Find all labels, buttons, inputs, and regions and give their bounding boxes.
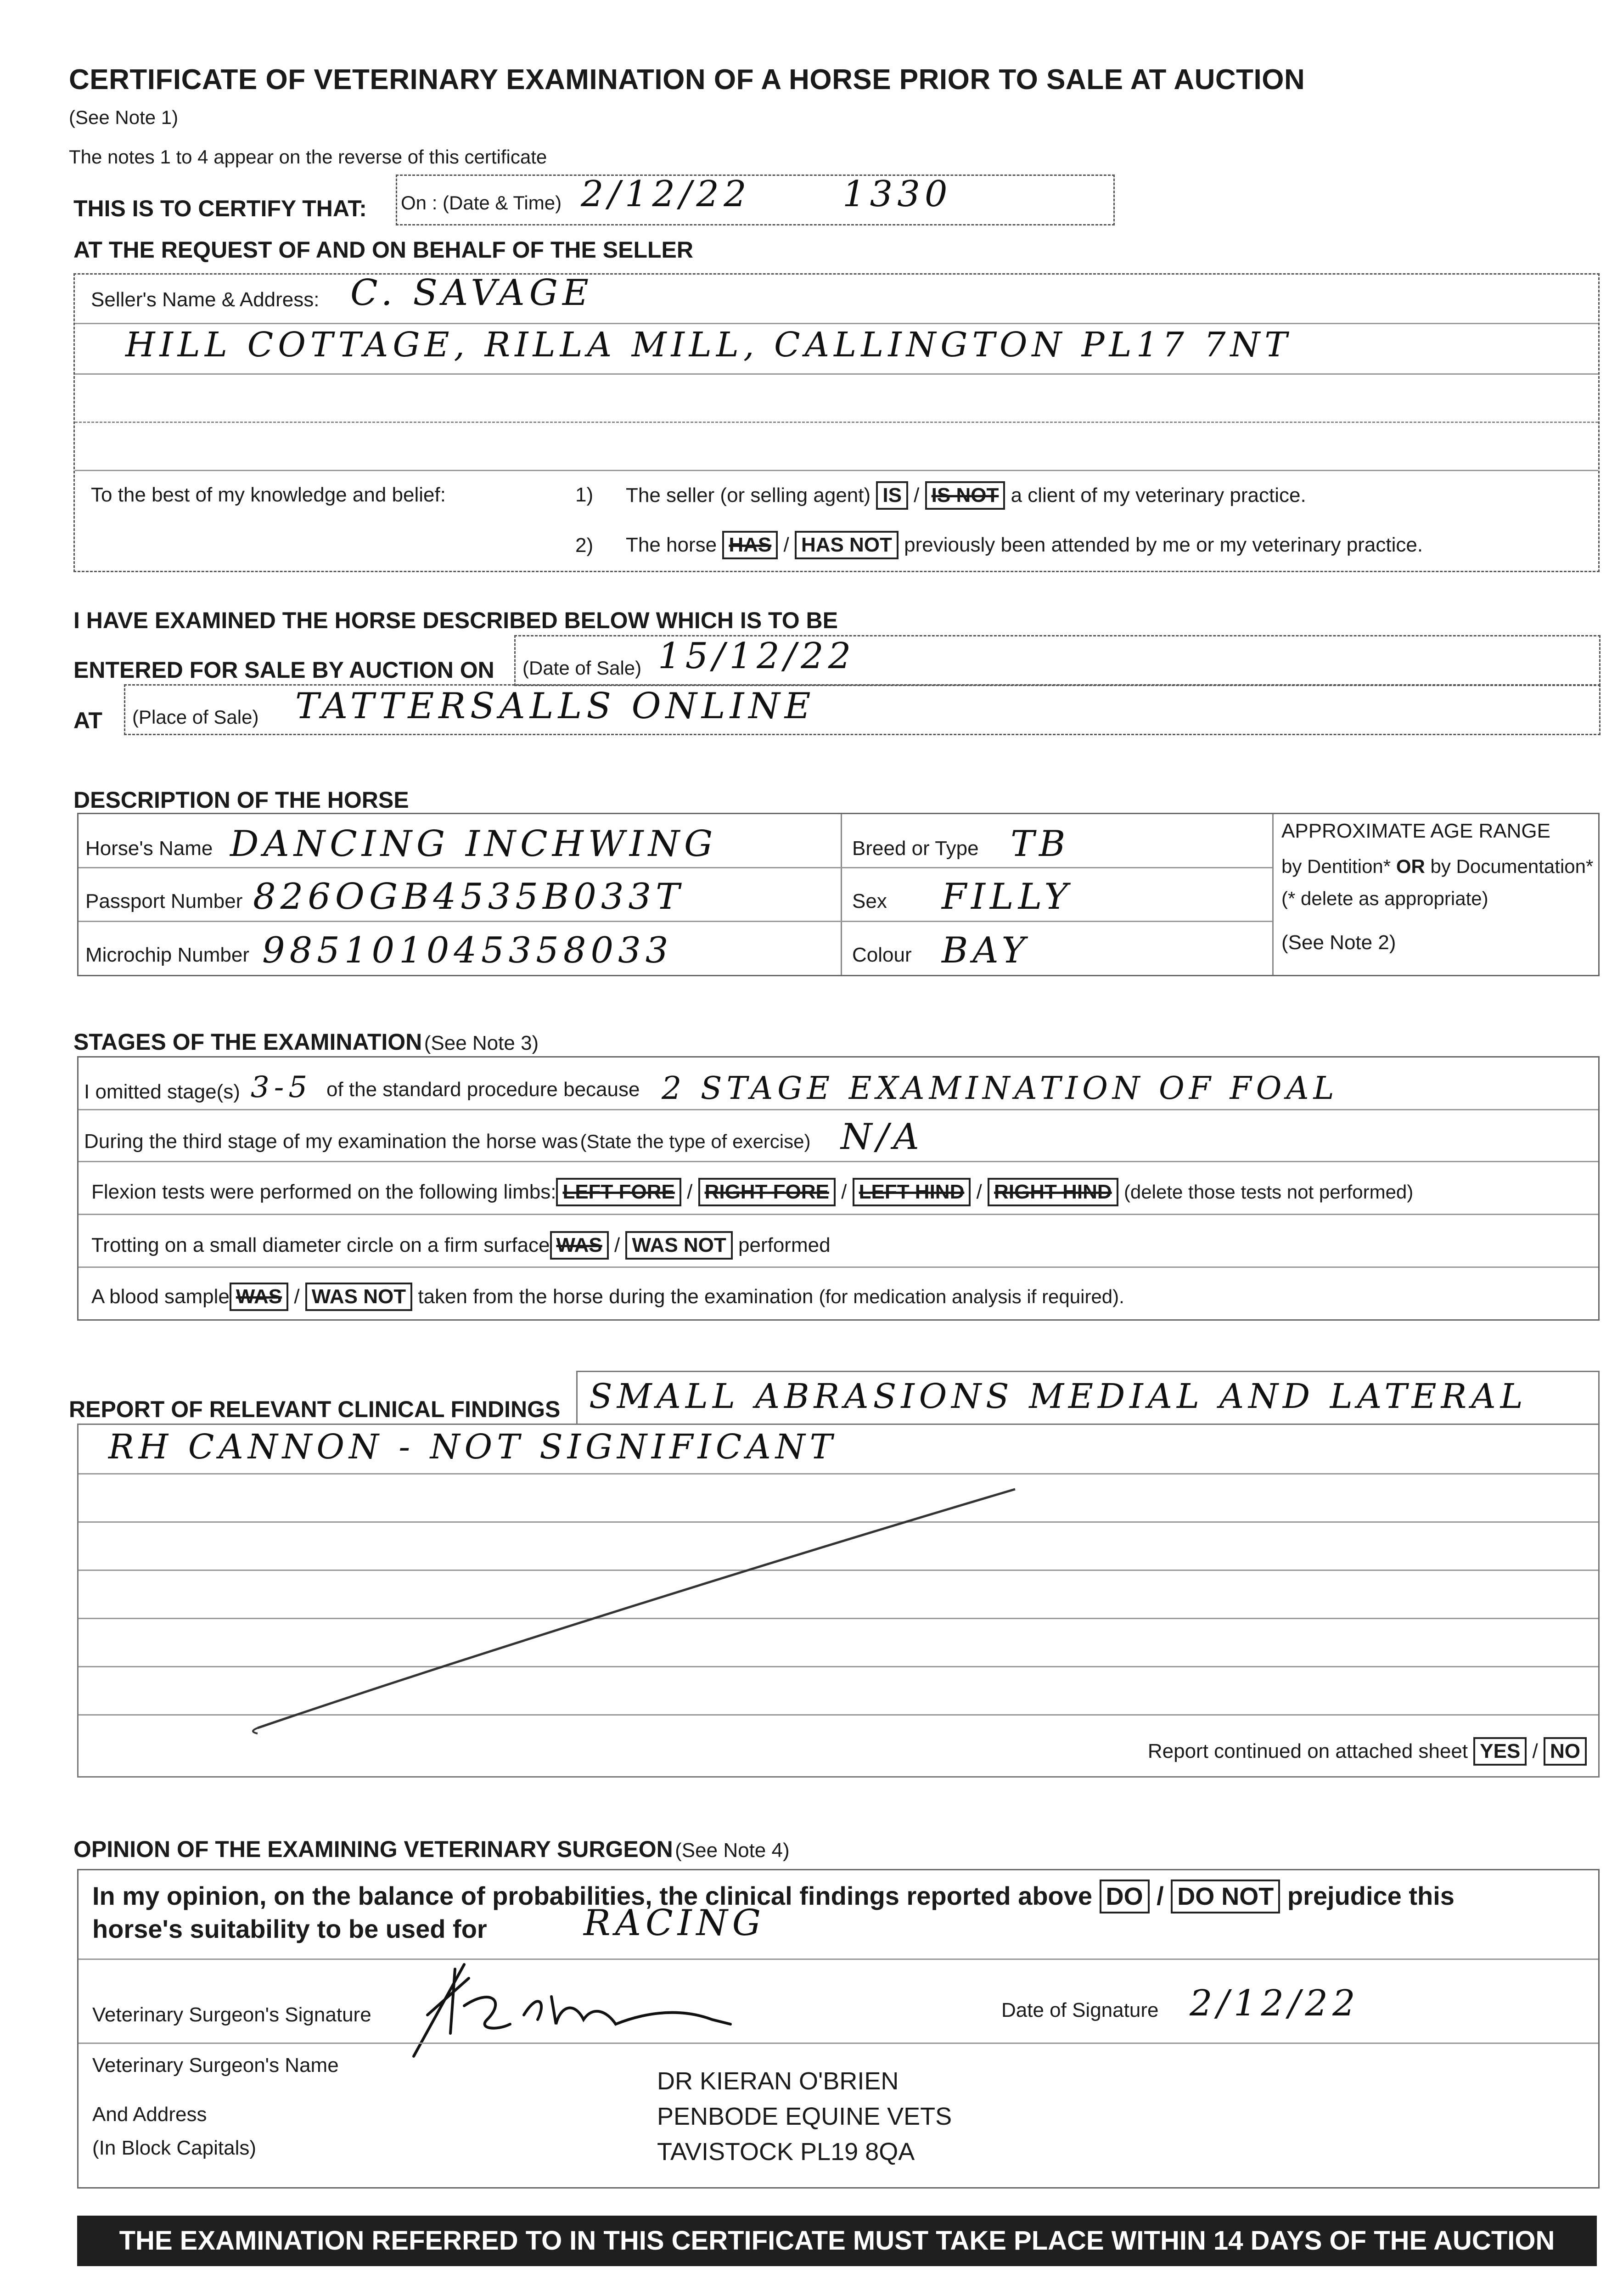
certify-time-value: 1330 bbox=[842, 174, 952, 215]
description-table bbox=[77, 813, 1600, 976]
vet-practice-value[interactable]: PENBODE EQUINE VETS bbox=[657, 2103, 952, 2130]
findings-first-line-box bbox=[576, 1371, 1600, 1425]
see-note-1: (See Note 1) bbox=[69, 107, 179, 128]
sale-date-value: 15/12/22 bbox=[658, 636, 856, 677]
on-date-time-label: On : (Date & Time) bbox=[401, 192, 562, 214]
sale-place-value: TATTERSALLS ONLINE bbox=[295, 686, 815, 727]
divider bbox=[75, 422, 1598, 423]
footer-banner: THE EXAMINATION REFERRED TO IN THIS CERTIFICATE MUST TAKE PLACE WITHIN 14 DAYS OF THE AUCTION bbox=[77, 2216, 1597, 2266]
omitted-stages-label: I omitted stage(s) bbox=[84, 1080, 240, 1103]
blood-was-option[interactable]: WAS bbox=[230, 1283, 288, 1311]
vet-name-value[interactable]: DR KIERAN O'BRIEN bbox=[657, 2067, 899, 2095]
vet-address-label: And Address bbox=[92, 2103, 207, 2126]
findings-line-2: RH CANNON - NOT SIGNIFICANT bbox=[108, 1427, 837, 1467]
seller-address-value[interactable]: HILL COTTAGE, RILLA MILL, CALLINGTON PL17 7NT bbox=[125, 325, 1292, 365]
blood-note: (for medication analysis if required). bbox=[819, 1286, 1124, 1307]
q1-is-not-option[interactable]: IS NOT bbox=[925, 481, 1005, 510]
trot-suffix: performed bbox=[738, 1234, 831, 1256]
knowledge-label: To the best of my knowledge and belief: bbox=[91, 484, 446, 506]
findings-area[interactable] bbox=[77, 1424, 1600, 1778]
q1-number: 1) bbox=[575, 484, 594, 506]
blood-was-not-option[interactable]: WAS NOT bbox=[305, 1283, 412, 1311]
third-stage-note: (State the type of exercise) bbox=[580, 1131, 811, 1152]
seller-section bbox=[73, 273, 1600, 572]
trot-was-option[interactable]: WAS bbox=[550, 1231, 609, 1260]
q1-is-option[interactable]: IS bbox=[876, 481, 908, 510]
flexion-note: (delete those tests not performed) bbox=[1123, 1181, 1414, 1203]
age-see-note: (See Note 2) bbox=[1281, 931, 1396, 954]
omitted-reason-label: of the standard procedure because bbox=[326, 1078, 640, 1101]
opinion-statement-line-1: In my opinion, on the balance of probabilities, the clinical findings reported above DO / DO NOT prejudice this bbox=[92, 1880, 1455, 1913]
age-delete-note: (* delete as appropriate) bbox=[1281, 888, 1488, 909]
trot-label: Trotting on a small diameter circle on a firm surface bbox=[91, 1234, 550, 1256]
notes-line: The notes 1 to 4 appear on the reverse of this certificate bbox=[69, 146, 547, 168]
passport-value[interactable]: 826OGB4535B033T bbox=[253, 876, 685, 917]
horse-name-label: Horse's Name bbox=[85, 837, 213, 860]
date-of-sale-label: (Date of Sale) bbox=[522, 657, 642, 679]
opinion-heading: OPINION OF THE EXAMINING VETERINARY SURGEON bbox=[73, 1836, 673, 1862]
divider bbox=[79, 1214, 1598, 1215]
continued-yes-option[interactable]: YES bbox=[1473, 1737, 1527, 1766]
report-continued-row: Report continued on attached sheet YES / NO bbox=[1148, 1737, 1587, 1766]
q1-row: The seller (or selling agent) IS / IS NOT a client of my veterinary practice. bbox=[626, 481, 1306, 510]
seller-name-label: Seller's Name & Address: bbox=[91, 288, 320, 311]
divider bbox=[1272, 814, 1274, 975]
date-of-signature-value[interactable]: 2/12/22 bbox=[1190, 1983, 1360, 2024]
certify-datetime-field[interactable] bbox=[396, 174, 1115, 225]
findings-line-1[interactable]: SMALL ABRASIONS MEDIAL AND LATERAL bbox=[589, 1377, 1528, 1416]
opinion-see-note: (See Note 4) bbox=[675, 1839, 790, 1862]
q1-text: The seller (or selling agent) bbox=[626, 484, 871, 506]
colour-value[interactable]: BAY bbox=[942, 930, 1030, 971]
flexion-right-fore[interactable]: RIGHT FORE bbox=[698, 1178, 836, 1206]
divider bbox=[79, 1109, 1598, 1110]
findings-strike-line bbox=[79, 1425, 1598, 1776]
trot-was-not-option[interactable]: WAS NOT bbox=[625, 1231, 732, 1260]
examined-label: I HAVE EXAMINED THE HORSE DESCRIBED BELOW WHICH IS TO BE bbox=[73, 608, 838, 633]
sale-place-field[interactable] bbox=[124, 684, 1601, 735]
vet-town-value[interactable]: TAVISTOCK PL19 8QA bbox=[657, 2138, 915, 2166]
age-range-title: APPROXIMATE AGE RANGE bbox=[1281, 820, 1550, 842]
continued-no-option[interactable]: NO bbox=[1544, 1737, 1587, 1766]
sale-date-field[interactable] bbox=[514, 635, 1601, 686]
sex-label: Sex bbox=[852, 890, 887, 912]
flexion-row: Flexion tests were performed on the following limbs: LEFT FORE / RIGHT FORE / LEFT HIND / RIGHT HIND (delete those tests not performed) bbox=[91, 1178, 1413, 1206]
passport-label: Passport Number bbox=[85, 890, 243, 912]
vet-name-label: Veterinary Surgeon's Name bbox=[92, 2054, 339, 2077]
third-stage-row bbox=[84, 1130, 810, 1153]
opinion-box bbox=[77, 1869, 1600, 2189]
request-label: AT THE REQUEST OF AND ON BEHALF OF THE SELLER bbox=[73, 237, 693, 263]
q2-text: The horse bbox=[626, 534, 717, 556]
sex-value[interactable]: FILLY bbox=[942, 876, 1073, 917]
used-for-value[interactable]: RACING bbox=[584, 1902, 766, 1944]
breed-label: Breed or Type bbox=[852, 837, 979, 860]
certify-date-value: 2/12/22 bbox=[581, 174, 751, 215]
divider bbox=[79, 921, 1272, 922]
opinion-do-not-option[interactable]: DO NOT bbox=[1171, 1880, 1280, 1913]
opinion-statement-text: In my opinion, on the balance of probabilities, the clinical findings reported above bbox=[92, 1881, 1093, 1910]
divider bbox=[75, 470, 1598, 471]
description-heading: DESCRIPTION OF THE HORSE bbox=[73, 787, 409, 813]
horse-name-value[interactable]: DANCING INCHWING bbox=[230, 823, 718, 865]
blood-label: A blood sample bbox=[91, 1285, 230, 1308]
trot-row: Trotting on a small diameter circle on a firm surface WAS / WAS NOT performed bbox=[91, 1231, 831, 1260]
q2-has-not-option[interactable]: HAS NOT bbox=[795, 531, 899, 559]
omitted-stages-value[interactable]: 3-5 bbox=[251, 1070, 312, 1104]
divider bbox=[79, 1266, 1598, 1268]
date-of-signature-label: Date of Signature bbox=[1001, 1999, 1159, 2021]
certify-label: THIS IS TO CERTIFY THAT: bbox=[73, 196, 367, 221]
age-range-options bbox=[1281, 855, 1593, 878]
divider bbox=[79, 1958, 1598, 1960]
flexion-left-fore[interactable]: LEFT FORE bbox=[556, 1178, 681, 1206]
blood-suffix: taken from the horse during the examination bbox=[418, 1285, 814, 1308]
place-of-sale-label: (Place of Sale) bbox=[132, 706, 259, 728]
blood-row: A blood sample WAS / WAS NOT taken from the horse during the examination (for medication analysis if required). bbox=[91, 1283, 1124, 1311]
q1-suffix: a client of my veterinary practice. bbox=[1011, 484, 1306, 506]
stages-see-note: (See Note 3) bbox=[424, 1032, 539, 1054]
third-stage-label: During the third stage of my examination the horse was bbox=[84, 1130, 578, 1153]
colour-label: Colour bbox=[852, 944, 912, 966]
divider bbox=[841, 814, 842, 975]
certificate-title: CERTIFICATE OF VETERINARY EXAMINATION OF A HORSE PRIOR TO SALE AT AUCTION bbox=[69, 64, 1305, 96]
findings-heading: REPORT OF RELEVANT CLINICAL FINDINGS bbox=[69, 1396, 561, 1422]
report-continued-label: Report continued on attached sheet bbox=[1147, 1740, 1468, 1762]
age-by-dentition[interactable]: by Dentition* bbox=[1281, 855, 1391, 877]
flexion-left-hind[interactable]: LEFT HIND bbox=[853, 1178, 971, 1206]
q2-row: The horse HAS / HAS NOT previously been attended by me or my veterinary practice. bbox=[626, 531, 1423, 559]
entered-label: ENTERED FOR SALE BY AUCTION ON bbox=[73, 657, 494, 683]
divider bbox=[79, 1161, 1598, 1162]
stages-heading: STAGES OF THE EXAMINATION bbox=[73, 1029, 422, 1055]
divider bbox=[79, 867, 1272, 868]
flexion-right-hind[interactable]: RIGHT HIND bbox=[988, 1178, 1118, 1206]
divider bbox=[79, 2043, 1598, 2044]
q2-has-option[interactable]: HAS bbox=[722, 531, 778, 559]
age-or: OR bbox=[1396, 855, 1425, 877]
opinion-heading-row bbox=[73, 1836, 790, 1863]
omitted-reason-value[interactable]: 2 STAGE EXAMINATION OF FOAL bbox=[662, 1070, 1339, 1107]
opinion-statement-line-2: horse's suitability to be used for bbox=[92, 1914, 487, 1943]
signature-label: Veterinary Surgeon's Signature bbox=[92, 2003, 371, 2026]
divider bbox=[75, 373, 1598, 375]
stages-heading-row bbox=[73, 1029, 539, 1055]
at-label: AT bbox=[73, 708, 102, 733]
microchip-value[interactable]: 985101045358033 bbox=[262, 930, 673, 971]
divider bbox=[75, 323, 1598, 324]
age-by-documentation[interactable]: by Documentation* bbox=[1430, 855, 1594, 877]
q2-number: 2) bbox=[575, 534, 594, 557]
block-capitals-label: (In Block Capitals) bbox=[92, 2137, 257, 2159]
microchip-label: Microchip Number bbox=[85, 944, 249, 966]
opinion-do-option[interactable]: DO bbox=[1100, 1880, 1150, 1913]
flexion-label: Flexion tests were performed on the following limbs: bbox=[91, 1181, 556, 1203]
opinion-statement-suffix: prejudice this bbox=[1287, 1881, 1455, 1910]
vet-signature[interactable] bbox=[400, 1951, 813, 2070]
stages-table bbox=[77, 1056, 1600, 1321]
third-stage-value[interactable]: N/A bbox=[841, 1116, 924, 1158]
breed-value[interactable]: TB bbox=[1011, 823, 1070, 865]
q2-suffix: previously been attended by me or my veterinary practice. bbox=[904, 534, 1423, 556]
seller-name-value[interactable]: C. SAVAGE bbox=[350, 272, 593, 314]
